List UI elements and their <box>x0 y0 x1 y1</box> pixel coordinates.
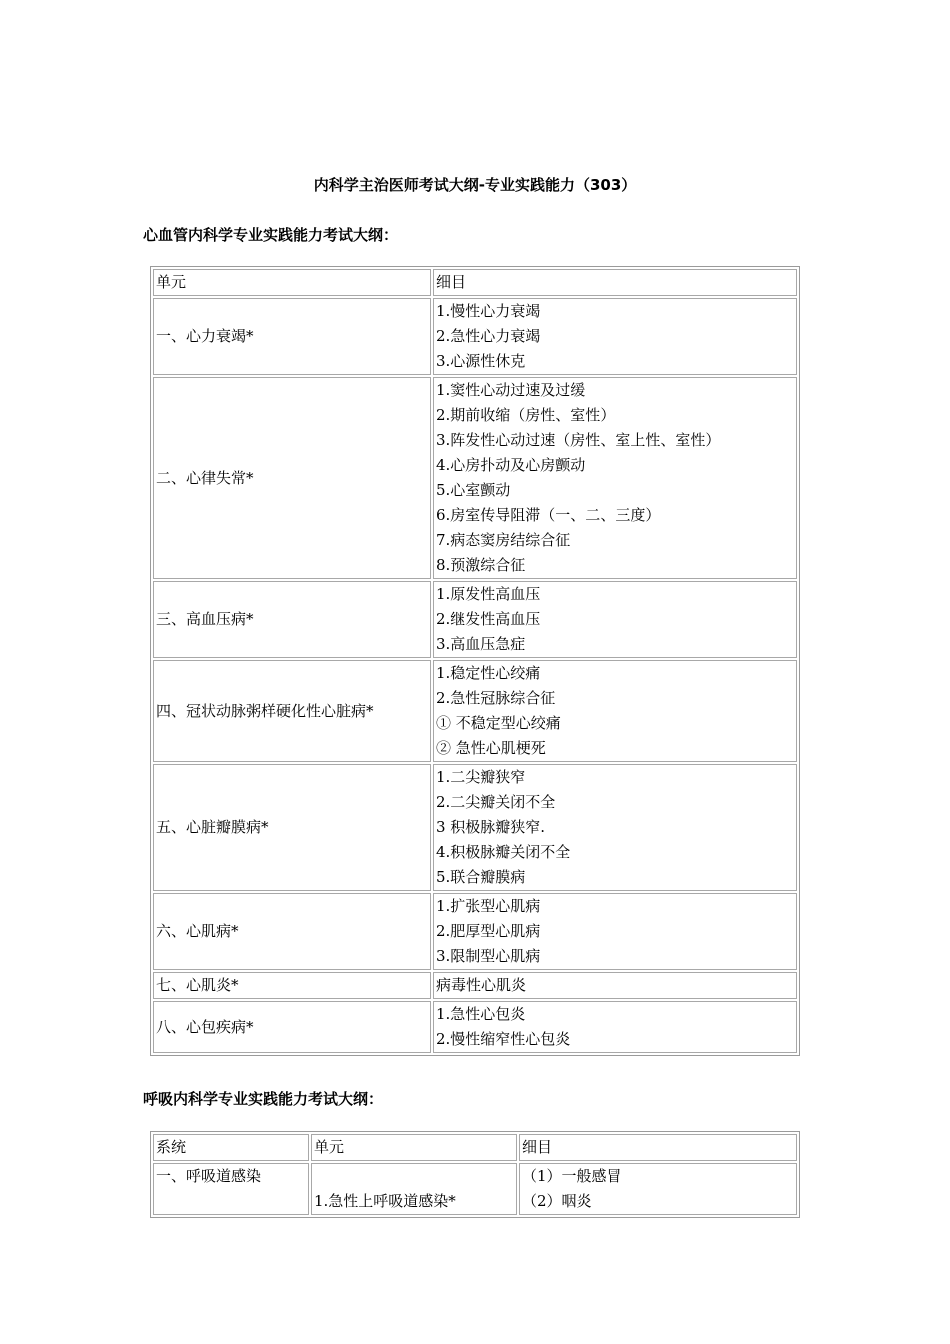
detail-item: 4.心房扑动及心房颤动 <box>436 456 586 474</box>
detail-item: 3 积极脉瓣狭窄. <box>436 818 546 836</box>
table-row <box>153 377 797 579</box>
unit-cell: 四、冠状动脉粥样硬化性心脏病* <box>153 660 431 762</box>
unit-cell: 八、心包疾病* <box>153 1001 431 1053</box>
detail-item: 1.慢性心力衰竭 <box>436 302 541 320</box>
unit-cell: 二、心律失常* <box>153 377 431 579</box>
detail-item: 2.继发性高血压 <box>436 610 541 628</box>
detail-item: 3.高血压急症 <box>436 635 526 653</box>
detail-item: ① 不稳定型心绞痛 <box>436 714 561 732</box>
header-unit: 单元 <box>311 1134 517 1161</box>
detail-cell <box>433 893 797 970</box>
detail-item: （1）一般感冒 <box>522 1167 622 1185</box>
detail-item: 1.原发性高血压 <box>436 585 541 603</box>
detail-item: 2.慢性缩窄性心包炎 <box>436 1030 571 1048</box>
header-system: 系统 <box>153 1134 309 1161</box>
table-row <box>153 660 797 762</box>
detail-item: 3.心源性休克 <box>436 352 526 370</box>
detail-item: ② 急性心肌梗死 <box>436 739 546 757</box>
table-row <box>153 893 797 970</box>
respiratory-outline-table <box>150 1131 800 1218</box>
detail-cell <box>433 298 797 375</box>
header-unit: 单元 <box>153 269 431 296</box>
document-title: 内科学主治医师考试大纲-专业实践能力（303） <box>313 176 637 194</box>
table-row <box>153 972 797 999</box>
detail-item: 1.扩张型心肌病 <box>436 897 541 915</box>
header-detail: 细目 <box>433 269 797 296</box>
detail-item: 2.二尖瓣关闭不全 <box>436 793 556 811</box>
detail-item: 2.急性心力衰竭 <box>436 327 541 345</box>
detail-item: 3.限制型心肌病 <box>436 947 541 965</box>
detail-item: 5.心室颤动 <box>436 481 511 499</box>
table-row <box>153 1163 797 1215</box>
detail-item: 病毒性心肌炎 <box>436 976 527 994</box>
table-row <box>153 1001 797 1053</box>
detail-item: 5.联合瓣膜病 <box>436 868 526 886</box>
detail-cell <box>433 1001 797 1053</box>
detail-item: 8.预激综合征 <box>436 556 526 574</box>
detail-item: 4.积极脉瓣关闭不全 <box>436 843 571 861</box>
detail-item: 1.稳定性心绞痛 <box>436 664 541 682</box>
detail-cell <box>433 660 797 762</box>
table-row <box>153 298 797 375</box>
detail-cell <box>433 972 797 999</box>
header-detail: 细目 <box>519 1134 797 1161</box>
cardiology-outline-table <box>150 266 800 1056</box>
detail-item: 1.二尖瓣狭窄 <box>436 768 526 786</box>
detail-item: （2）咽炎 <box>522 1192 592 1210</box>
table-header-row <box>153 1134 797 1161</box>
detail-cell <box>519 1163 797 1215</box>
detail-item: 3.阵发性心动过速（房性、室上性、室性） <box>436 431 721 449</box>
table-row <box>153 581 797 658</box>
detail-item: 1.窦性心动过速及过缓 <box>436 381 586 399</box>
table-header-row <box>153 269 797 296</box>
detail-item: 6.房室传导阻滞（一、二、三度） <box>436 506 661 524</box>
section-heading-cardiology: 心血管内科学专业实践能力考试大纲： <box>143 226 399 244</box>
detail-cell <box>433 764 797 891</box>
detail-item: 2.肥厚型心肌病 <box>436 922 541 940</box>
table-row <box>153 764 797 891</box>
unit-cell: 五、心脏瓣膜病* <box>153 764 431 891</box>
detail-item: 1.急性心包炎 <box>436 1005 526 1023</box>
unit-cell: 1.急性上呼吸道感染* <box>311 1163 517 1215</box>
unit-cell: 六、心肌病* <box>153 893 431 970</box>
system-cell: 一、呼吸道感染 <box>153 1163 309 1215</box>
detail-item: 7.病态窦房结综合征 <box>436 531 571 549</box>
unit-cell: 一、心力衰竭* <box>153 298 431 375</box>
detail-item: 2.期前收缩（房性、室性） <box>436 406 616 424</box>
unit-cell: 三、高血压病* <box>153 581 431 658</box>
section-heading-respiratory: 呼吸内科学专业实践能力考试大纲： <box>143 1090 384 1108</box>
detail-cell <box>433 377 797 579</box>
detail-cell <box>433 581 797 658</box>
unit-cell: 七、心肌炎* <box>153 972 431 999</box>
detail-item: 2.急性冠脉综合征 <box>436 689 556 707</box>
